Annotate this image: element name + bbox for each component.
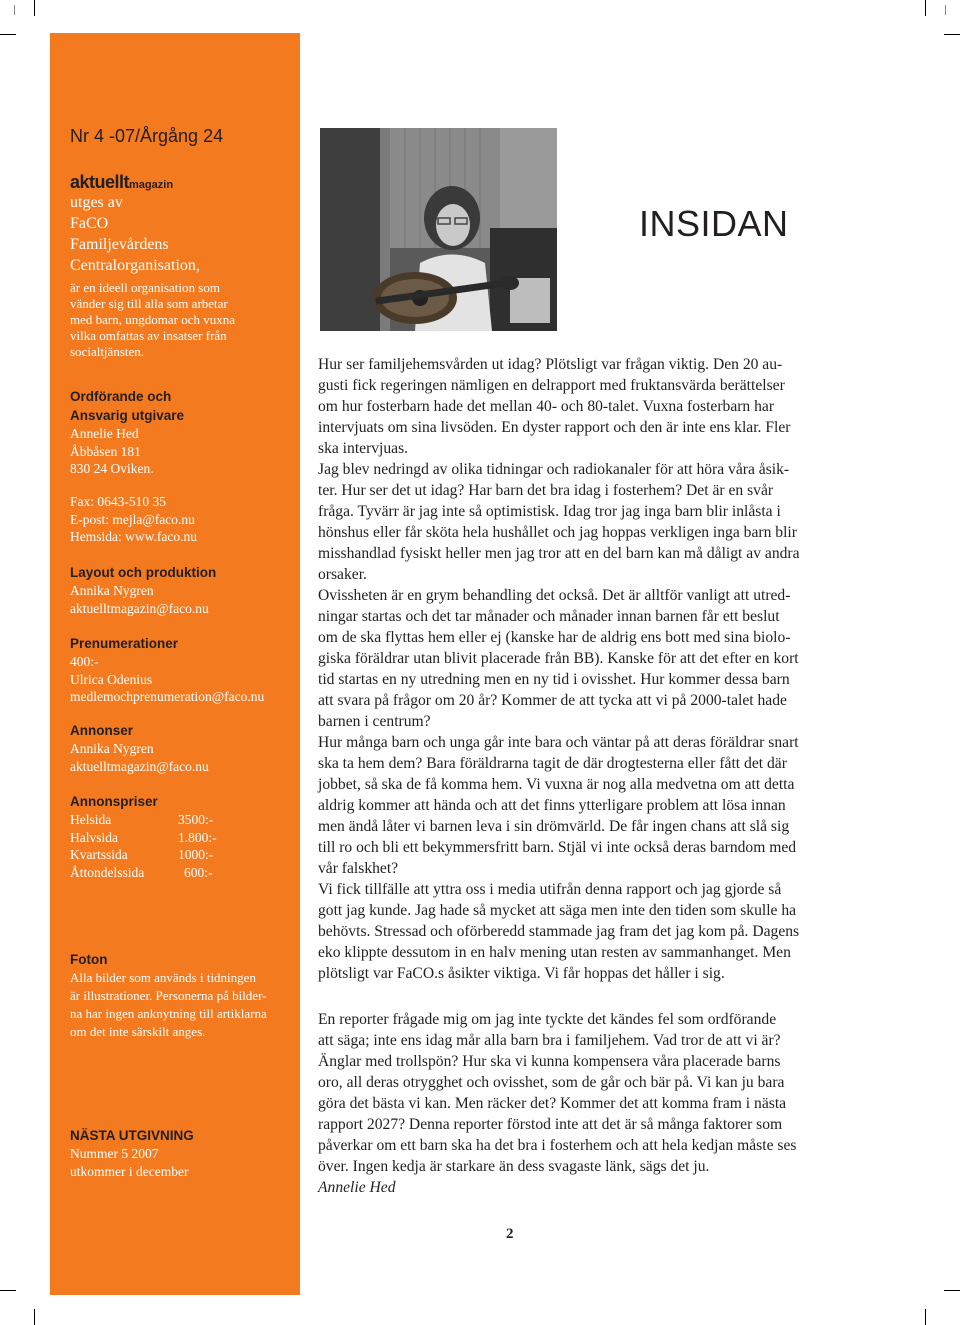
article-line: över. Ingen kedja är starkare än dess svagaste länk, sägs det ju. xyxy=(318,1158,710,1175)
article-block-1 xyxy=(318,354,856,984)
price-label: Halvsida xyxy=(70,829,118,845)
description-line: socialtjänsten. xyxy=(70,344,145,359)
ad-prices-heading: Annonspriser xyxy=(70,794,158,809)
article-line: rapport 2027? Denna reporter förstod inte att det är så många faktorer som xyxy=(318,1116,783,1133)
price-label: Kvartssida xyxy=(70,847,128,862)
description-line: är en ideell organisation som xyxy=(70,280,220,295)
ads-heading: Annonser xyxy=(70,723,134,738)
article-line: eko klippte dessutom in en halv mening utan resten av sammanhanget. Men xyxy=(318,944,791,961)
article-line: fråga. Tyvärr är jag inte så optimistisk. Idag tror jag inga barn blir inlåsta i xyxy=(318,503,781,520)
subscriptions-heading: Prenumerationer xyxy=(70,636,179,651)
ads-section xyxy=(70,721,300,775)
article-line: orsaker. xyxy=(318,566,367,583)
article-line: göra det bästa vi kan. Men räcker det? Kommer det att komma fram i nästa xyxy=(318,1095,787,1112)
photos-line: är illustrationer. Personerna på bilder- xyxy=(70,988,267,1003)
article-line: Ovissheten är en grym behandling det också. Det är alltför vanligt att utred- xyxy=(318,587,791,604)
article-line: giska föräldrar utan blivit placerade från BB). Kanske för att det efter en kort xyxy=(318,650,799,667)
article-line: misshandlad fysiskt heller men jag tror att en del barn kan må dåligt av andra xyxy=(318,545,800,562)
article-line: men ändå låter vi barnen leva i sin drömvärld. De får ingen chans att slå sig xyxy=(318,818,790,835)
photos-heading: Foton xyxy=(70,952,108,967)
logo-main: aktuellt xyxy=(70,172,130,192)
article-line: Hur många barn och unga går inte bara och väntar på att deras föräldrar snart xyxy=(318,734,799,751)
article-line: ska ta hem dem? Bara föräldrarna tagit de där drogtesterna eller fått det där xyxy=(318,755,787,772)
fax-line: Fax: 0643-510 35 xyxy=(70,494,166,509)
guitar-player-photo xyxy=(320,128,557,331)
ad-prices-section xyxy=(70,792,300,881)
issue-number: Nr 4 -07/Årgång 24 xyxy=(70,126,224,146)
price-label: Åttondelssida xyxy=(70,864,145,880)
email-line: E-post: mejla@faco.nu xyxy=(70,511,195,527)
layout-line: aktuelltmagazin@faco.nu xyxy=(70,600,209,616)
article-line: tid startas en ny utredning men en ny tid i ovisshet. Hur kommer dessa barn xyxy=(318,671,790,688)
article-line: att säga; inte ens idag mår alla barn bra i familjehem. Vad tror de att vi är? xyxy=(318,1032,781,1049)
price-row xyxy=(70,864,300,882)
subscriptions-line: 400:- xyxy=(70,654,99,669)
article-line: ningar startas och det tar månader och månader innan barnen får ett beslut xyxy=(318,608,780,625)
magazine-logo xyxy=(70,172,300,193)
description-line: vänder sig till alla som arbetar xyxy=(70,296,228,311)
subscriptions-line: medlemochprenumeration@faco.nu xyxy=(70,689,265,704)
next-issue-line: utkommer i december xyxy=(70,1163,189,1179)
next-issue-line: Nummer 5 2007 xyxy=(70,1146,159,1161)
article-line: Jag blev nedringd av olika tidningar och radiokanaler för att höra våra åsik- xyxy=(318,461,790,478)
photos-line: Alla bilder som används i tidningen xyxy=(70,970,256,985)
article-line: aldrig kommer att hända och att det finns ytterligare problem att lösa innan xyxy=(318,797,786,814)
intro-line: FaCO xyxy=(70,215,109,232)
photos-section xyxy=(70,950,300,1041)
price-row xyxy=(70,846,300,864)
price-value: 3500:- xyxy=(178,812,214,827)
article-line: till ro och bli ett bekymmersfritt barn. Stjäl vi inte också deras barndom med xyxy=(318,839,797,856)
price-value: 600:- xyxy=(184,864,213,880)
logo-sub: magazin xyxy=(129,179,174,191)
article-line: ska intervjuas. xyxy=(318,440,409,457)
subscriptions-line: Ulrica Odenius xyxy=(70,671,153,687)
page-number: 2 xyxy=(506,1226,514,1242)
intro-line: Familjevårdens xyxy=(70,236,169,253)
chair-section xyxy=(70,387,300,478)
article-line: barnen i centrum? xyxy=(318,713,431,730)
chair-heading-line: Ordförande och xyxy=(70,389,172,404)
article-line: om de ska flyttas hem eller ej (kanske har de aldrig ens bott med sina biolo- xyxy=(318,629,791,646)
article-line: ter. Hur ser det ut idag? Har barn det bra idag i fosterhem? Det är en svår xyxy=(318,482,774,499)
article-line: Änglar med trollspön? Hur ska vi kunna kompensera våra placerade barns xyxy=(318,1053,781,1070)
price-row xyxy=(70,811,300,829)
article-line: intervjuats om sina livsöden. En dyster rapport och den är inte ens klar. Fler xyxy=(318,419,791,436)
article-line: vår falskhet? xyxy=(318,860,399,877)
article-line: påverkar om ett barn ska ha det bra i fosterhem och att hela kedjan måste ses xyxy=(318,1137,797,1154)
article-line: behövts. Stressad och oförberedd stammade jag fram det jag kom på. Dagens xyxy=(318,923,800,940)
article-line: Hur ser familjehemsvården ut idag? Plötsligt var frågan viktig. Den 20 au- xyxy=(318,356,783,373)
next-issue-heading: NÄSTA UTGIVNING xyxy=(70,1128,194,1143)
layout-section xyxy=(70,563,300,617)
ads-line: aktuelltmagazin@faco.nu xyxy=(70,758,209,774)
article-line: Vi fick tillfälle att yttra oss i media utifrån denna rapport och jag gjorde så xyxy=(318,881,782,898)
article-line: hönshus eller får sköta hela hushållet och jag hoppas verkligen inga barn blir xyxy=(318,524,797,541)
price-value: 1.800:- xyxy=(178,829,217,845)
description-line: med barn, ungdomar och vuxna xyxy=(70,312,235,327)
organisation-description xyxy=(70,280,300,360)
article-line: gott jag kunde. Jag hade så mycket att säga men inte den tiden som skulle ha xyxy=(318,902,797,919)
next-issue-section xyxy=(70,1126,300,1180)
layout-heading: Layout och produktion xyxy=(70,565,217,580)
chair-line: Åbbåsen 181 xyxy=(70,443,141,459)
publisher-intro xyxy=(70,192,300,276)
intro-line: utges av xyxy=(70,194,123,211)
article-line: att svara på frågor om 20 år? Kommer de att tycka att vi på 2000-talet hade xyxy=(318,692,787,709)
subscriptions-section xyxy=(70,634,300,706)
website-line: Hemsida: www.faco.nu xyxy=(70,529,197,544)
author-signature: Annelie Hed xyxy=(318,1179,396,1196)
chair-heading-line: Ansvarig utgivare xyxy=(70,408,185,423)
layout-line: Annika Nygren xyxy=(70,583,154,598)
article-line: plötsligt var FaCO.s åsikter viktiga. Vi får hoppas det håller i sig. xyxy=(318,965,725,982)
article-line: gusti fick regeringen nämligen en delrapport med fruktansvärda berättelser xyxy=(318,377,785,394)
article-line: oro, all deras otrygghet och ovisshet, som de går och bär på. Vi kan ju bara xyxy=(318,1074,785,1091)
photos-line: om det inte särskilt anges. xyxy=(70,1024,206,1039)
article-line: om hur fosterbarn hade det mellan 40- och 80-talet. Vuxna fosterbarn har xyxy=(318,398,775,415)
photos-line: na har ingen anknytning till artiklarna xyxy=(70,1006,267,1021)
contact-section xyxy=(70,493,300,546)
price-row xyxy=(70,829,300,847)
article-line: En reporter frågade mig om jag inte tyckte det kändes fel som ordförande xyxy=(318,1011,777,1028)
price-value: 1000:- xyxy=(178,847,214,862)
page-title: INSIDAN xyxy=(639,203,789,244)
chair-line: Annelie Hed xyxy=(70,426,139,441)
description-line: vilka omfattas av insatser från xyxy=(70,328,227,343)
article-line: jobbet, så ska de få komma hem. Vi vuxna är nog alla medvetna om att detta xyxy=(318,776,795,793)
article-block-2 xyxy=(318,1009,856,1198)
ads-line: Annika Nygren xyxy=(70,741,154,756)
intro-line: Centralorganisation, xyxy=(70,257,200,274)
price-label: Helsida xyxy=(70,812,112,827)
chair-line: 830 24 Oviken. xyxy=(70,461,154,476)
